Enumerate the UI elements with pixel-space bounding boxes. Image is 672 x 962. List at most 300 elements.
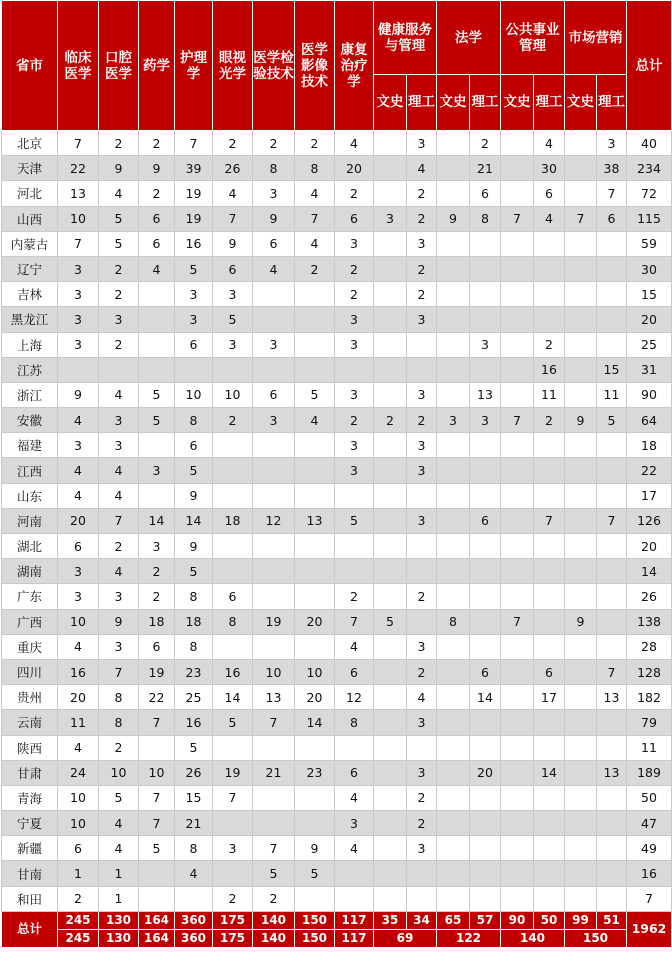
value-cell: 3 [139, 534, 175, 559]
value-cell: 3 [335, 433, 374, 458]
value-cell: 1 [99, 886, 139, 911]
column-total-cell: 164 [139, 929, 175, 947]
value-cell [470, 861, 501, 886]
value-cell: 4 [407, 685, 437, 710]
column-total-cell: 150 [295, 929, 335, 947]
value-cell: 7 [213, 785, 253, 810]
value-cell [534, 307, 565, 332]
value-cell: 3 [407, 307, 437, 332]
value-cell [253, 282, 295, 307]
value-cell: 3 [58, 433, 99, 458]
value-cell: 2 [374, 408, 407, 433]
province-cell: 吉林 [2, 282, 58, 307]
value-cell: 3 [407, 760, 437, 785]
value-cell [437, 836, 470, 861]
value-cell: 19 [175, 206, 213, 231]
table-row [2, 534, 672, 559]
value-cell [213, 559, 253, 584]
value-cell: 7 [501, 609, 534, 634]
province-cell: 贵州 [2, 685, 58, 710]
province-cell: 广西 [2, 609, 58, 634]
value-cell [565, 382, 597, 407]
value-cell [534, 559, 565, 584]
value-cell: 2 [407, 256, 437, 281]
value-cell: 3 [470, 332, 501, 357]
value-cell [139, 861, 175, 886]
table-row [2, 156, 672, 181]
header-ligong: 理工 [534, 75, 565, 131]
value-cell [213, 433, 253, 458]
column-total-cell: 360 [175, 929, 213, 947]
value-cell: 6 [253, 231, 295, 256]
value-cell: 25 [175, 685, 213, 710]
value-cell [374, 181, 407, 206]
value-cell [437, 433, 470, 458]
province-cell: 重庆 [2, 634, 58, 659]
value-cell [597, 785, 627, 810]
value-cell [139, 357, 175, 382]
value-cell [565, 760, 597, 785]
table-row [2, 231, 672, 256]
value-cell: 14 [470, 685, 501, 710]
value-cell [253, 534, 295, 559]
value-cell: 5 [99, 206, 139, 231]
value-cell: 4 [58, 735, 99, 760]
value-cell: 5 [253, 861, 295, 886]
row-total-cell: 22 [627, 458, 672, 483]
value-cell [374, 886, 407, 911]
province-cell: 江西 [2, 458, 58, 483]
value-cell [335, 483, 374, 508]
value-cell: 8 [295, 156, 335, 181]
value-cell: 2 [470, 131, 501, 156]
value-cell: 9 [565, 609, 597, 634]
value-cell [295, 886, 335, 911]
row-total-cell: 30 [627, 256, 672, 281]
table-row [2, 508, 672, 533]
table-row [2, 433, 672, 458]
value-cell: 2 [534, 332, 565, 357]
value-cell [534, 886, 565, 911]
value-cell [407, 332, 437, 357]
value-cell [374, 433, 407, 458]
value-cell: 8 [335, 710, 374, 735]
table-row [2, 659, 672, 684]
value-cell: 26 [213, 156, 253, 181]
value-cell: 5 [335, 508, 374, 533]
value-cell [295, 483, 335, 508]
value-cell: 23 [175, 659, 213, 684]
value-cell [534, 433, 565, 458]
value-cell: 2 [295, 256, 335, 281]
value-cell [374, 634, 407, 659]
value-cell: 1 [99, 861, 139, 886]
column-total-cell: 117 [335, 911, 374, 929]
value-cell: 4 [213, 181, 253, 206]
value-cell [335, 534, 374, 559]
value-cell [470, 735, 501, 760]
province-cell: 和田 [2, 886, 58, 911]
value-cell: 16 [534, 357, 565, 382]
value-cell: 5 [374, 609, 407, 634]
value-cell: 7 [565, 206, 597, 231]
value-cell: 18 [139, 609, 175, 634]
value-cell [470, 609, 501, 634]
value-cell: 9 [253, 206, 295, 231]
province-cell: 河南 [2, 508, 58, 533]
value-cell [501, 836, 534, 861]
header-ligong: 理工 [470, 75, 501, 131]
value-cell [501, 332, 534, 357]
value-cell: 20 [295, 685, 335, 710]
value-cell [597, 584, 627, 609]
value-cell [437, 282, 470, 307]
column-total-cell: 99 [565, 911, 597, 929]
value-cell [534, 282, 565, 307]
value-cell: 14 [534, 760, 565, 785]
value-cell: 21 [470, 156, 501, 181]
value-cell [139, 282, 175, 307]
value-cell: 3 [213, 282, 253, 307]
value-cell [501, 534, 534, 559]
value-cell [139, 307, 175, 332]
row-total-cell: 64 [627, 408, 672, 433]
value-cell: 5 [175, 559, 213, 584]
header-wenshi: 文史 [437, 75, 470, 131]
value-cell [565, 559, 597, 584]
header-col: 临床医学 [58, 1, 99, 131]
value-cell [597, 735, 627, 760]
table-row [2, 282, 672, 307]
value-cell: 3 [407, 508, 437, 533]
value-cell: 7 [501, 206, 534, 231]
value-cell [597, 534, 627, 559]
value-cell: 2 [99, 282, 139, 307]
value-cell [253, 735, 295, 760]
value-cell [470, 836, 501, 861]
table-row [2, 256, 672, 281]
value-cell [470, 634, 501, 659]
value-cell [565, 685, 597, 710]
value-cell: 8 [175, 584, 213, 609]
column-total-cell: 50 [534, 911, 565, 929]
row-total-cell: 16 [627, 861, 672, 886]
province-cell: 山东 [2, 483, 58, 508]
value-cell: 4 [335, 785, 374, 810]
table-row [2, 206, 672, 231]
value-cell: 2 [139, 559, 175, 584]
value-cell [335, 861, 374, 886]
value-cell [295, 307, 335, 332]
value-cell [175, 886, 213, 911]
value-cell: 10 [175, 382, 213, 407]
value-cell: 4 [335, 131, 374, 156]
value-cell: 6 [175, 433, 213, 458]
value-cell [501, 483, 534, 508]
value-cell: 4 [335, 836, 374, 861]
value-cell [534, 609, 565, 634]
value-cell [501, 256, 534, 281]
value-cell [437, 256, 470, 281]
value-cell: 4 [99, 559, 139, 584]
value-cell [501, 659, 534, 684]
value-cell [501, 861, 534, 886]
value-cell: 6 [534, 181, 565, 206]
value-cell [534, 861, 565, 886]
value-cell [565, 785, 597, 810]
value-cell: 4 [99, 181, 139, 206]
value-cell: 2 [213, 408, 253, 433]
value-cell [99, 357, 139, 382]
value-cell: 6 [175, 332, 213, 357]
value-cell: 2 [99, 131, 139, 156]
column-total-cell: 117 [335, 929, 374, 947]
value-cell [437, 785, 470, 810]
header-group: 市场营销 [565, 1, 627, 75]
value-cell: 13 [597, 685, 627, 710]
value-cell: 4 [58, 483, 99, 508]
value-cell [597, 559, 627, 584]
value-cell [437, 861, 470, 886]
value-cell [374, 382, 407, 407]
header-col: 护理学 [175, 1, 213, 131]
value-cell [437, 307, 470, 332]
column-total-cell: 140 [253, 911, 295, 929]
value-cell: 6 [470, 659, 501, 684]
value-cell: 3 [407, 458, 437, 483]
value-cell: 2 [407, 181, 437, 206]
value-cell: 3 [213, 836, 253, 861]
value-cell [501, 181, 534, 206]
value-cell [437, 508, 470, 533]
table-row [2, 861, 672, 886]
header-ligong: 理工 [597, 75, 627, 131]
value-cell: 13 [295, 508, 335, 533]
value-cell: 4 [295, 231, 335, 256]
province-cell: 辽宁 [2, 256, 58, 281]
value-cell: 4 [534, 131, 565, 156]
value-cell: 20 [58, 685, 99, 710]
row-total-cell: 17 [627, 483, 672, 508]
value-cell [253, 584, 295, 609]
value-cell: 5 [295, 382, 335, 407]
value-cell [597, 634, 627, 659]
grand-total-cell: 1962 [627, 911, 672, 947]
value-cell [407, 861, 437, 886]
value-cell [565, 634, 597, 659]
value-cell: 9 [565, 408, 597, 433]
value-cell [437, 710, 470, 735]
value-cell: 6 [58, 836, 99, 861]
value-cell: 3 [470, 408, 501, 433]
value-cell: 8 [175, 836, 213, 861]
value-cell: 3 [335, 332, 374, 357]
value-cell [295, 433, 335, 458]
value-cell: 8 [175, 634, 213, 659]
value-cell [437, 534, 470, 559]
value-cell: 6 [139, 206, 175, 231]
row-total-cell: 15 [627, 282, 672, 307]
value-cell: 9 [99, 609, 139, 634]
value-cell: 7 [253, 836, 295, 861]
column-total-cell: 90 [501, 911, 534, 929]
value-cell: 2 [335, 282, 374, 307]
value-cell [565, 357, 597, 382]
value-cell: 2 [407, 408, 437, 433]
value-cell [374, 735, 407, 760]
value-cell [437, 231, 470, 256]
value-cell [470, 811, 501, 836]
value-cell [407, 357, 437, 382]
value-cell: 4 [335, 634, 374, 659]
value-cell [437, 181, 470, 206]
table-row [2, 710, 672, 735]
value-cell: 15 [175, 785, 213, 810]
value-cell [597, 307, 627, 332]
value-cell: 11 [597, 382, 627, 407]
value-cell: 2 [213, 131, 253, 156]
value-cell [565, 811, 597, 836]
row-total-cell: 90 [627, 382, 672, 407]
value-cell [407, 886, 437, 911]
row-total-cell: 128 [627, 659, 672, 684]
value-cell [175, 357, 213, 382]
value-cell: 10 [58, 785, 99, 810]
value-cell: 2 [213, 886, 253, 911]
value-cell [374, 458, 407, 483]
value-cell: 3 [437, 408, 470, 433]
column-total-cell: 140 [253, 929, 295, 947]
value-cell: 7 [58, 131, 99, 156]
header-group: 健康服务与管理 [374, 1, 437, 75]
value-cell: 5 [99, 785, 139, 810]
value-cell: 11 [534, 382, 565, 407]
value-cell [470, 307, 501, 332]
row-total-cell: 79 [627, 710, 672, 735]
header-col: 药学 [139, 1, 175, 131]
value-cell: 2 [407, 282, 437, 307]
value-cell [58, 357, 99, 382]
value-cell: 21 [253, 760, 295, 785]
column-total-cell: 245 [58, 911, 99, 929]
value-cell: 6 [58, 534, 99, 559]
table-row [2, 886, 672, 911]
row-total-cell: 72 [627, 181, 672, 206]
value-cell: 5 [213, 307, 253, 332]
value-cell [374, 710, 407, 735]
value-cell: 10 [58, 609, 99, 634]
value-cell [565, 584, 597, 609]
group-total-cell: 122 [437, 929, 501, 947]
value-cell [374, 760, 407, 785]
value-cell [374, 559, 407, 584]
column-total-cell: 245 [58, 929, 99, 947]
value-cell [501, 357, 534, 382]
column-total-cell: 34 [407, 911, 437, 929]
value-cell: 3 [175, 307, 213, 332]
value-cell [565, 508, 597, 533]
value-cell: 9 [139, 156, 175, 181]
value-cell [470, 231, 501, 256]
value-cell: 3 [407, 836, 437, 861]
value-cell [374, 534, 407, 559]
column-total-cell: 51 [597, 911, 627, 929]
value-cell [565, 332, 597, 357]
value-cell: 13 [470, 382, 501, 407]
value-cell [295, 332, 335, 357]
value-cell: 21 [175, 811, 213, 836]
value-cell [597, 282, 627, 307]
row-total-cell: 20 [627, 534, 672, 559]
row-total-cell: 14 [627, 559, 672, 584]
value-cell [253, 559, 295, 584]
value-cell [374, 332, 407, 357]
value-cell [374, 483, 407, 508]
row-total-cell: 138 [627, 609, 672, 634]
value-cell: 7 [99, 659, 139, 684]
value-cell [565, 886, 597, 911]
row-total-cell: 50 [627, 785, 672, 810]
value-cell [213, 861, 253, 886]
value-cell [597, 231, 627, 256]
value-cell: 6 [253, 382, 295, 407]
value-cell: 3 [58, 559, 99, 584]
province-cell: 江苏 [2, 357, 58, 382]
value-cell: 3 [407, 382, 437, 407]
value-cell: 10 [99, 760, 139, 785]
value-cell [213, 534, 253, 559]
province-cell: 四川 [2, 659, 58, 684]
value-cell [534, 785, 565, 810]
value-cell: 3 [335, 307, 374, 332]
value-cell [295, 559, 335, 584]
value-cell [374, 836, 407, 861]
value-cell: 19 [175, 181, 213, 206]
value-cell [437, 559, 470, 584]
value-cell: 2 [99, 735, 139, 760]
province-cell: 湖北 [2, 534, 58, 559]
province-cell: 云南 [2, 710, 58, 735]
value-cell [335, 559, 374, 584]
value-cell: 5 [295, 861, 335, 886]
value-cell: 12 [253, 508, 295, 533]
value-cell: 4 [58, 634, 99, 659]
value-cell: 3 [99, 433, 139, 458]
table-row [2, 307, 672, 332]
value-cell: 4 [99, 836, 139, 861]
value-cell: 17 [534, 685, 565, 710]
value-cell: 5 [139, 836, 175, 861]
value-cell: 3 [335, 382, 374, 407]
value-cell: 3 [58, 307, 99, 332]
table-row [2, 735, 672, 760]
value-cell: 14 [175, 508, 213, 533]
value-cell [597, 609, 627, 634]
table-row [2, 131, 672, 156]
value-cell [437, 735, 470, 760]
value-cell: 20 [58, 508, 99, 533]
value-cell: 10 [139, 760, 175, 785]
value-cell: 4 [58, 408, 99, 433]
value-cell: 9 [175, 483, 213, 508]
value-cell: 13 [58, 181, 99, 206]
header-ligong: 理工 [407, 75, 437, 131]
value-cell [597, 332, 627, 357]
value-cell [374, 231, 407, 256]
value-cell [407, 559, 437, 584]
value-cell [253, 357, 295, 382]
row-total-cell: 49 [627, 836, 672, 861]
